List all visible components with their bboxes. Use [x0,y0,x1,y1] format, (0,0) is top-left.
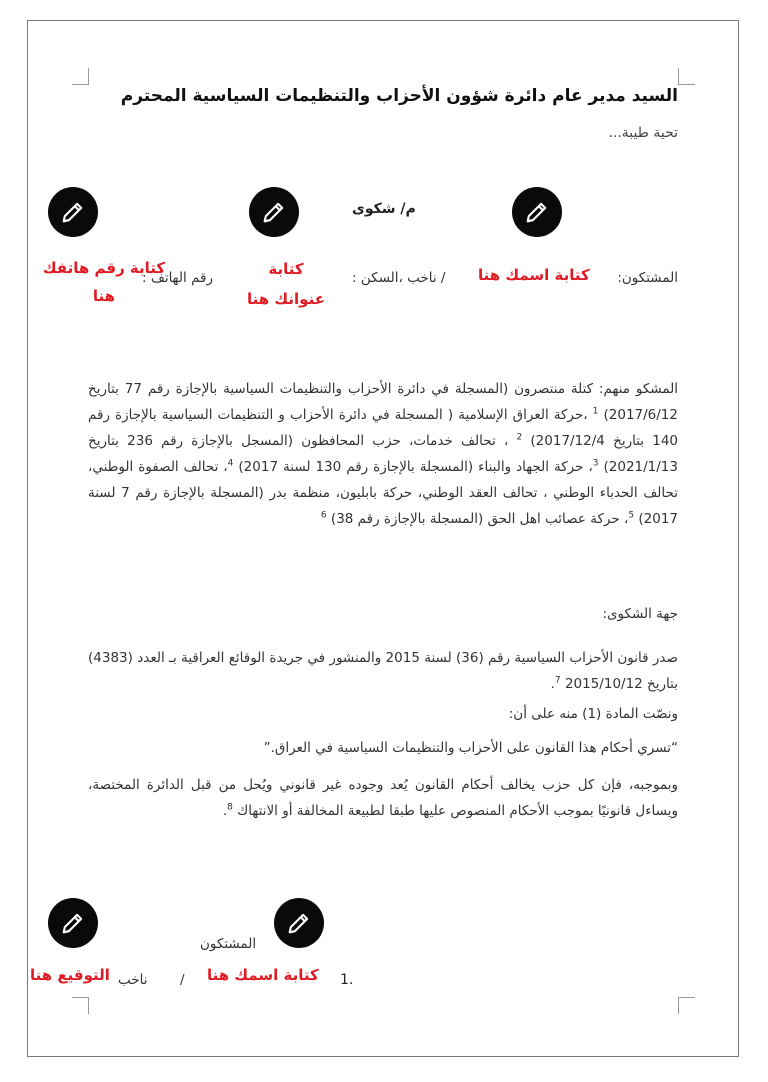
voter-address-label: / ناخب ،السكن : [352,270,446,286]
pencil-icon [285,909,313,937]
pencil-icon [59,198,87,226]
document-page [27,20,739,1057]
address-placeholder-line2: عنوانك هنا [247,290,325,308]
footnote-ref: 2 [516,432,523,443]
consequence-paragraph: وبموجبه، فإن كل حزب يخالف أحكام القانون يُعد وجوده غير قانوني ويُحل من قبل الدائرة المختصة، ويساءل قانونيًا بموجب الأحكام المنصوص عليها طبقا لطبيعة المخالفة أو الانتهاك $^8$. [88,777,678,819]
edit-phone-button[interactable] [48,187,98,237]
footnote-ref: 8 [227,802,233,813]
phone-placeholder-line1: كتابة رقم هاتفك [42,259,166,277]
footnote-ref: 4 [227,458,234,469]
edit-name-bottom-button[interactable] [274,898,324,948]
pencil-icon [59,909,87,937]
phone-placeholder-line2: هنا [92,287,116,305]
crop-mark-bottom-left [72,997,89,1014]
subject-line: م/ شكوى [352,201,416,217]
item-number: 1. [340,972,354,988]
respondents-paragraph: المشكو منهم: كتلة منتصرون (المسجلة في دائرة الأحزاب والتنظيمات السياسية بالإجازة رقم 77 بتاريخ 2017/6/12) $^1$ ،حركة العراق الإسلامية ( المسجلة في دائرة الأحزاب و التنظيمات السياسية بالإجازة رقم 140 بتاريخ 2017/12/4) $^2$ ، تحالف خدمات، حزب المحافظون (المسجل بالإجازة رقم 236 بتاريخ 2021/1/13) $^3$، حركة الجهاد والبناء (المسجلة بالإجازة رقم 130 لسنة 2017) $^4$، تحالف الصفوة الوطني، تحالف الحدباء الوطني ، تحالف العقد الوطني، حركة بابليون، منظمة بدر (المسجلة بالإجازة رقم 7 لسنة 2017) $^5$، حركة عصائب اهل الحق (المسجلة بالإجازة رقم 38) $^6$ [88,381,679,527]
law-paragraph: صدر قانون الأحزاب السياسية رقم (36) لسنة 2015 والمنشور في جريدة الوقائع العراقية بـ العدد (4383) بتاريخ 2015/10/12 $^7$. [88,650,678,692]
footnote-ref: 3 [592,458,599,469]
footnote-ref: 7 [554,675,561,686]
address-placeholder-line1: كتابة [268,260,304,278]
pencil-icon [523,198,551,226]
name-placeholder[interactable]: كتابة اسمك هنا [478,266,590,284]
slash-separator: / [180,972,185,988]
footnote-ref: 5 [628,510,635,521]
complaint-heading: جهة الشكوى: [602,606,678,622]
address-placeholder[interactable] [240,254,332,314]
footnote-ref: 1 [592,406,599,417]
pencil-icon [260,198,288,226]
complainant-label: المشتكون: [617,270,678,286]
voter-label-bottom: ناخب [118,972,148,988]
name-bottom-placeholder[interactable]: كتابة اسمك هنا [207,966,319,984]
law-quote: “تسري أحكام هذا القانون على الأحزاب والتنظيمات السياسية في العراق.” [263,740,678,756]
signature-placeholder[interactable]: التوقيع هنا [30,966,110,984]
complainants-signature-label: المشتكون [200,936,257,952]
crop-mark-bottom-right [678,997,695,1014]
phone-label: رقم الهاتف : [142,270,214,286]
edit-signature-button[interactable] [48,898,98,948]
footnote-ref: 6 [320,510,327,521]
edit-address-button[interactable] [249,187,299,237]
document-title: السيد مدير عام دائرة شؤون الأحزاب والتنظيمات السياسية المحترم [120,86,678,106]
crop-mark-top-right [678,68,695,85]
article-intro: ونصّت المادة (1) منه على أن: [508,706,678,722]
greeting: تحية طيبة... [608,125,678,141]
edit-name-button[interactable] [512,187,562,237]
crop-mark-top-left [72,68,89,85]
